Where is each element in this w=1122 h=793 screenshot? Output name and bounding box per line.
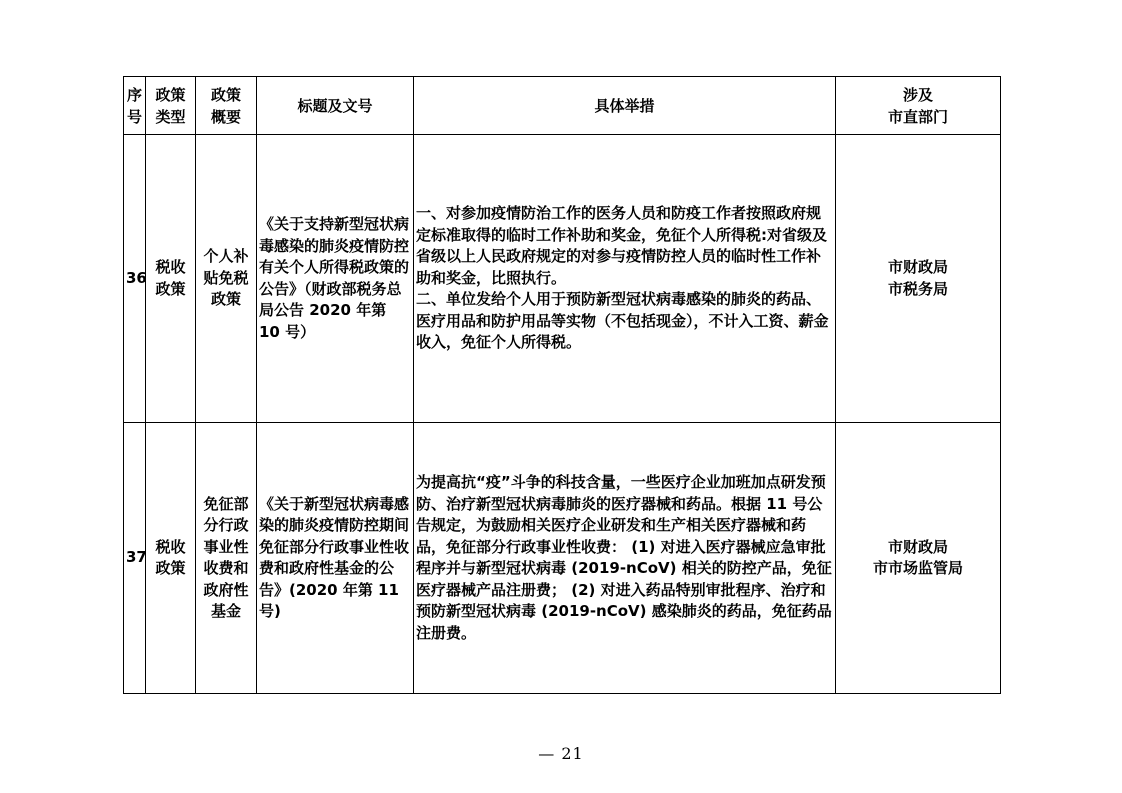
row-policy-type: 税收 政策 — [146, 423, 196, 694]
row-seq: 37 — [124, 423, 146, 694]
row-departments: 市财政局 市税务局 — [836, 135, 1001, 423]
row-seq: 36 — [124, 135, 146, 423]
header-departments: 涉及 市直部门 — [836, 77, 1001, 135]
row-departments: 市财政局 市市场监管局 — [836, 423, 1001, 694]
row-measures: 为提高抗“疫”斗争的科技含量，一些医疗企业加班加点研发预防、治疗新型冠状病毒肺炎的医疗器械和药品。根据 11 号公告规定，为鼓励相关医疗企业研发和生产相关医疗器械和药品，免征部分行政事业性收费： (1) 对进入医疗器械应急审批程序并与新型冠状病毒 (2019-nCoV) 相关的防控产品，免征医疗器械产品注册费； (2) 对进入药品特别审批程序、治疗和预防新型冠状病毒 (2019-nCoV) 感染肺炎的药品，免征药品注册费。 — [414, 423, 836, 694]
header-row — [124, 77, 1001, 135]
header-seq: 序 号 — [124, 77, 146, 135]
table-row — [124, 135, 1001, 423]
row-policy-summary: 免征部 分行政 事业性 收费和 政府性 基金 — [196, 423, 257, 694]
header-title: 标题及文号 — [257, 77, 414, 135]
page-number: — 21 — [538, 744, 584, 763]
row-title: 《关于支持新型冠状病毒感染的肺炎疫情防控有关个人所得税政策的公告》（财政部税务总局公告 2020 年第 10 号） — [257, 135, 414, 423]
row-policy-type: 税收 政策 — [146, 135, 196, 423]
header-policy-summary: 政策 概要 — [196, 77, 257, 135]
header-measures: 具体举措 — [414, 77, 836, 135]
table-row — [124, 423, 1001, 694]
row-title: 《关于新型冠状病毒感染的肺炎疫情防控期间免征部分行政事业性收费和政府性基金的公告》(2020 年第 11 号) — [257, 423, 414, 694]
policy-table — [123, 76, 1001, 694]
header-policy-type: 政策 类型 — [146, 77, 196, 135]
row-policy-summary: 个人补 贴免税 政策 — [196, 135, 257, 423]
row-measures: 一、对参加疫情防治工作的医务人员和防疫工作者按照政府规定标准取得的临时工作补助和奖金，免征个人所得税:对省级及省级以上人民政府规定的对参与疫情防控人员的临时性工作补助和奖金，比照执行。 二、单位发给个人用于预防新型冠状病毒感染的肺炎的药品、医疗用品和防护用品等实物（不包括现金），不计入工资、薪金收入，免征个人所得税。 — [414, 135, 836, 423]
